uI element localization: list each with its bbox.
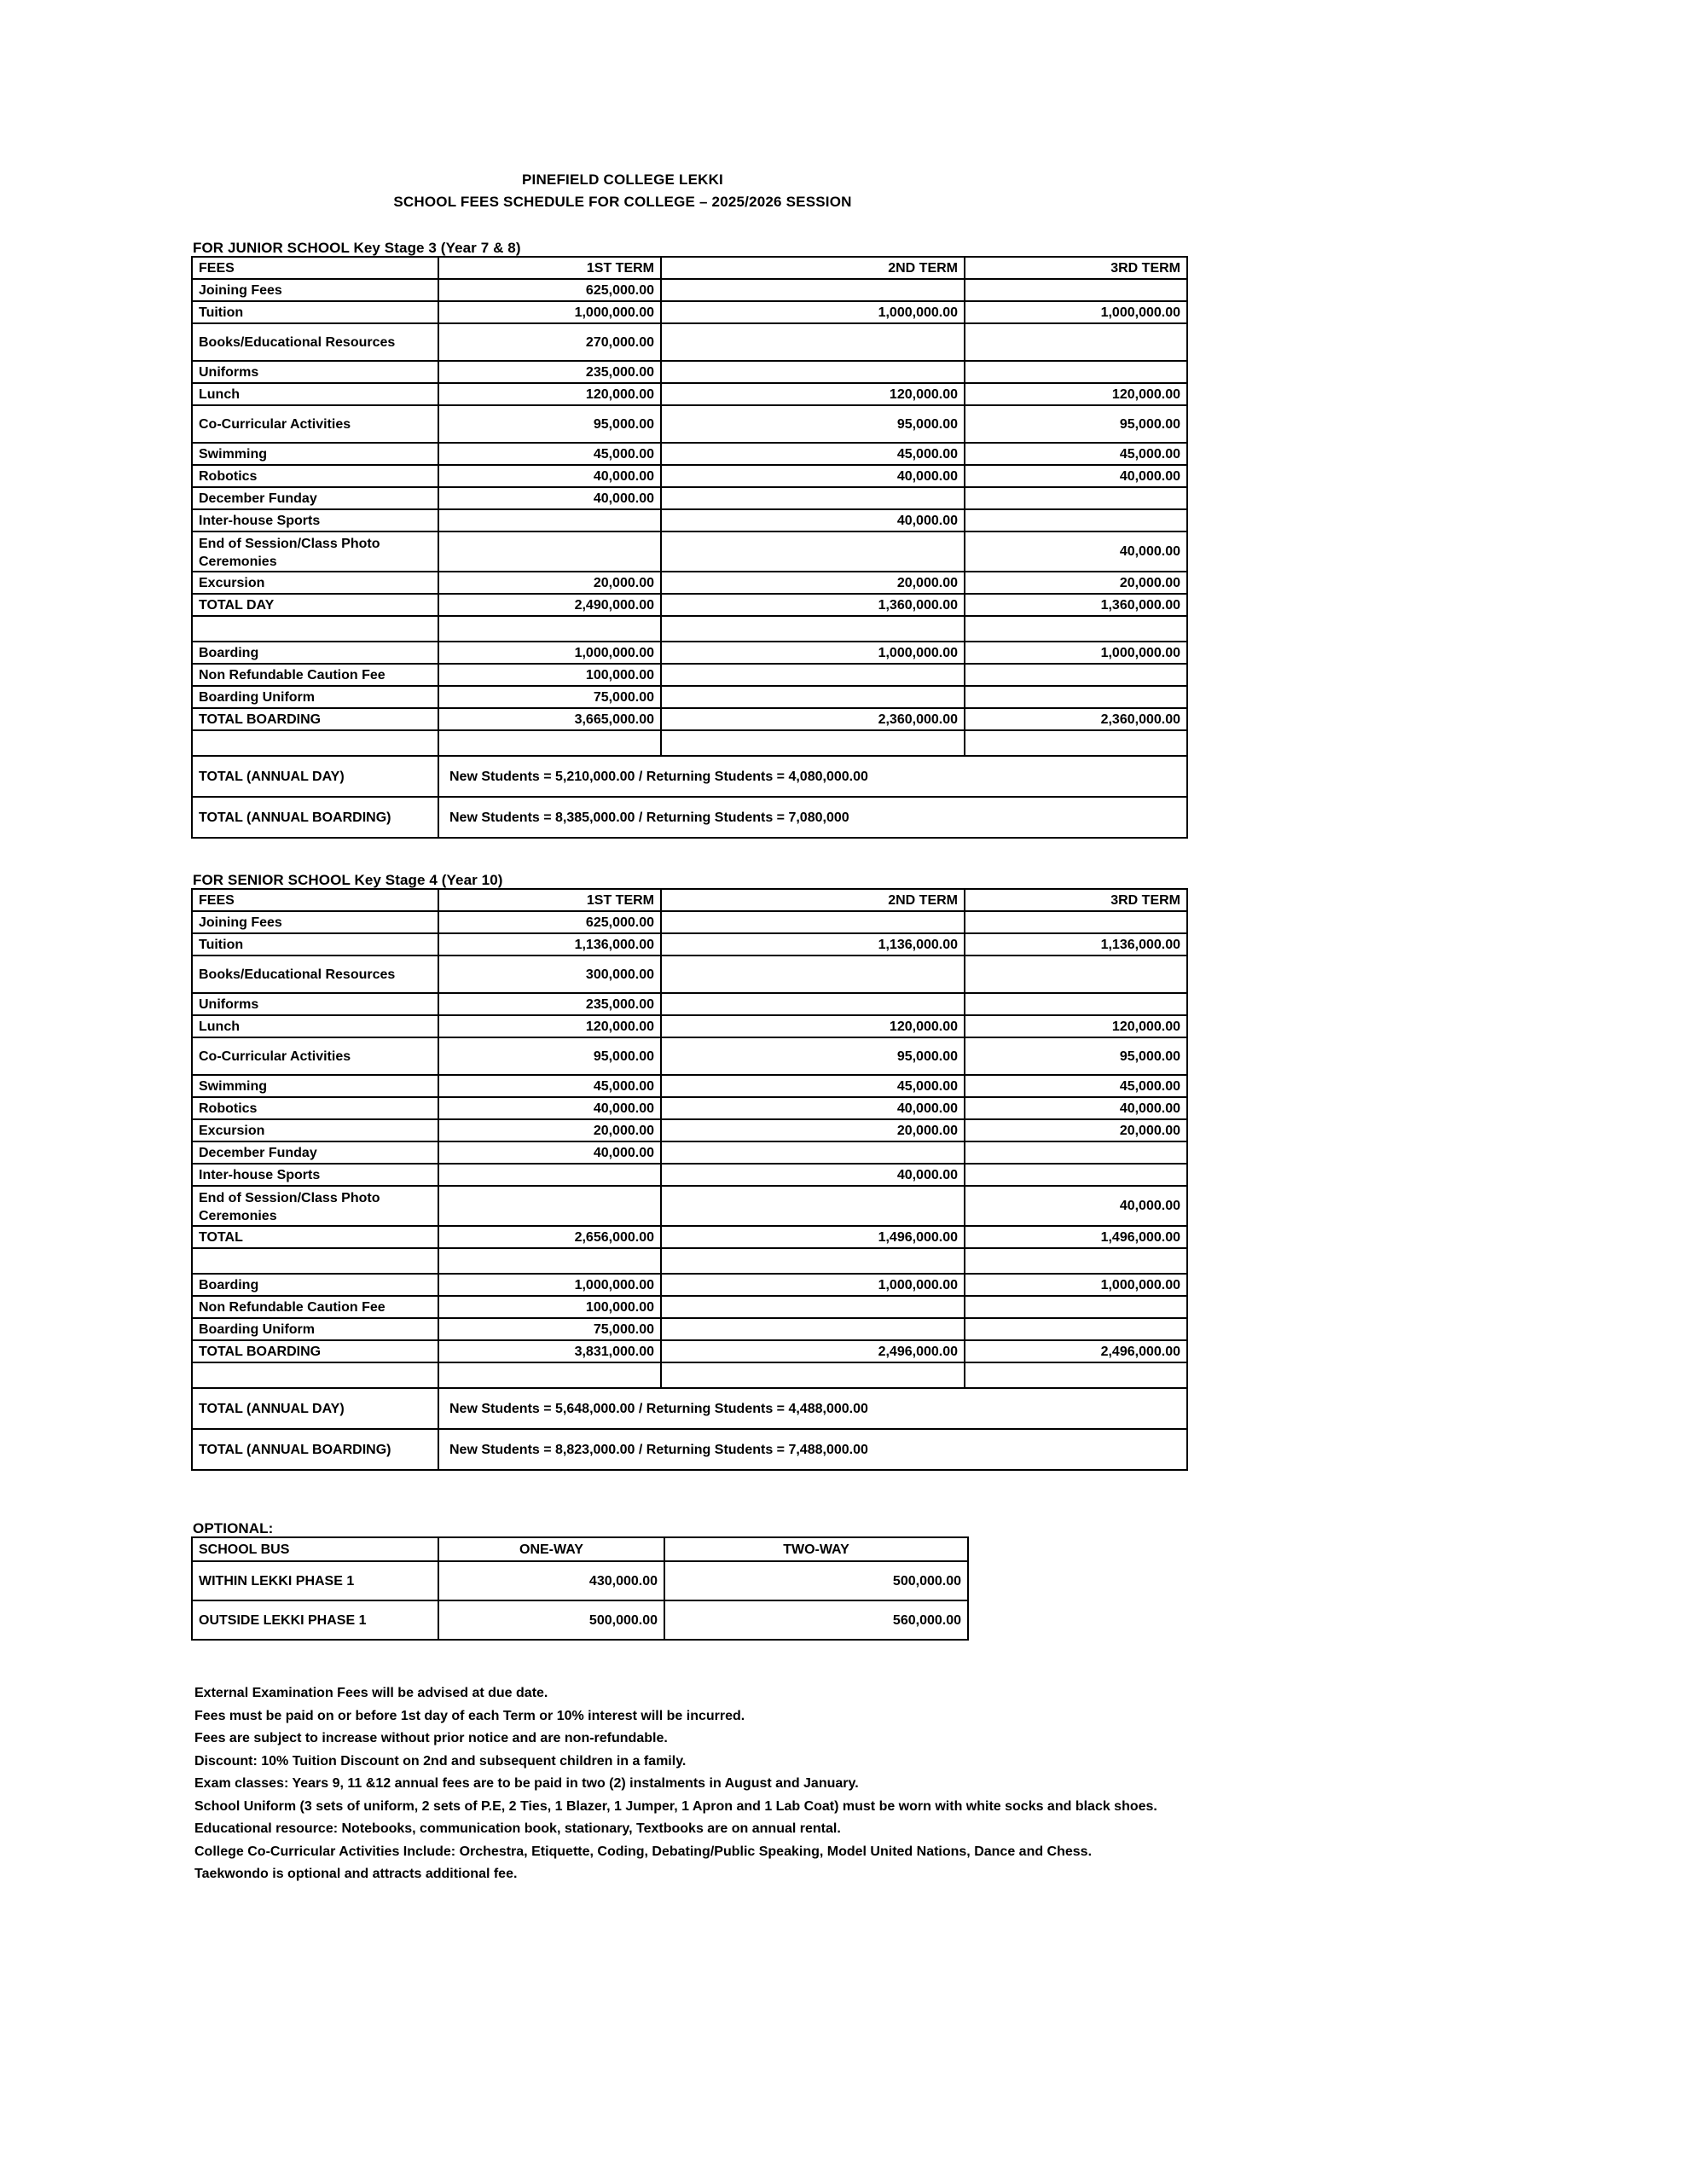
fee-amount-t3 <box>965 487 1187 509</box>
bus-fare-two-way: 560,000.00 <box>664 1600 968 1640</box>
bus-route-row <box>192 1561 968 1600</box>
bus-route-label: OUTSIDE LEKKI PHASE 1 <box>192 1600 438 1640</box>
table-row <box>192 531 1187 572</box>
table-row <box>192 1248 1187 1274</box>
fee-amount-t1: 235,000.00 <box>438 361 661 383</box>
fee-item-label: Co-Curricular Activities <box>192 1037 438 1075</box>
fee-amount-t3 <box>965 1164 1187 1186</box>
fee-amount-t3 <box>965 686 1187 708</box>
fee-amount-t2 <box>661 361 965 383</box>
fee-amount-t3: 95,000.00 <box>965 1037 1187 1075</box>
fee-amount-t2 <box>661 911 965 933</box>
fee-amount-t3: 40,000.00 <box>965 531 1187 572</box>
fee-amount-t1: 625,000.00 <box>438 911 661 933</box>
column-header: 1ST TERM <box>438 889 661 911</box>
fee-amount-t1 <box>438 1186 661 1226</box>
fee-amount-t2: 1,000,000.00 <box>661 642 965 664</box>
fee-amount-t3: 20,000.00 <box>965 1119 1187 1141</box>
footnote-line: College Co-Curricular Activities Include: Orchestra, Etiquette, Coding, Debating/Public Speaking, Model United Nations, Dance and Chess. <box>194 1844 1093 1859</box>
fee-amount-t1: 40,000.00 <box>438 465 661 487</box>
fee-amount-t1: 270,000.00 <box>438 323 661 361</box>
fee-item-label: Non Refundable Caution Fee <box>192 1296 438 1318</box>
table-row <box>192 572 1187 594</box>
fee-amount-t3 <box>965 616 1187 642</box>
fee-item-label: Swimming <box>192 443 438 465</box>
table-row <box>192 594 1187 616</box>
annual-day-label: TOTAL (ANNUAL DAY) <box>192 756 438 797</box>
bus-route-row <box>192 1600 968 1640</box>
fee-amount-t1: 3,665,000.00 <box>438 708 661 730</box>
fee-amount-t2: 120,000.00 <box>661 383 965 405</box>
fee-amount-t2: 45,000.00 <box>661 443 965 465</box>
table-row <box>192 405 1187 443</box>
bus-fare-one-way: 430,000.00 <box>438 1561 664 1600</box>
table-header-row <box>192 889 1187 911</box>
fee-amount-t1: 100,000.00 <box>438 1296 661 1318</box>
fee-item-label: Swimming <box>192 1075 438 1097</box>
fee-item-label: End of Session/Class Photo Ceremonies <box>192 531 438 572</box>
column-header: 3RD TERM <box>965 889 1187 911</box>
fee-amount-t3: 1,136,000.00 <box>965 933 1187 956</box>
document-heading <box>324 169 921 213</box>
table-row <box>192 1075 1187 1097</box>
column-header: 2ND TERM <box>661 889 965 911</box>
table-row <box>192 361 1187 383</box>
fee-amount-t3 <box>965 509 1187 531</box>
fee-amount-t3 <box>965 993 1187 1015</box>
fee-item-label: TOTAL BOARDING <box>192 708 438 730</box>
fee-amount-t1: 300,000.00 <box>438 956 661 993</box>
fee-amount-t3 <box>965 1318 1187 1340</box>
fee-amount-t1 <box>438 509 661 531</box>
fee-amount-t2 <box>661 323 965 361</box>
annual-boarding-value: New Students = 8,823,000.00 / Returning Students = 7,488,000.00 <box>438 1429 1187 1470</box>
fee-amount-t1: 75,000.00 <box>438 686 661 708</box>
fee-amount-t1: 40,000.00 <box>438 1141 661 1164</box>
fee-amount-t1: 95,000.00 <box>438 405 661 443</box>
footnote-line: Fees must be paid on or before 1st day of each Term or 10% interest will be incurred. <box>194 1708 745 1723</box>
table-row <box>192 1037 1187 1075</box>
fee-amount-t3 <box>965 956 1187 993</box>
fee-item-label <box>192 616 438 642</box>
fee-amount-t3: 120,000.00 <box>965 1015 1187 1037</box>
fee-amount-t3 <box>965 730 1187 756</box>
footnote-line: Fees are subject to increase without prior notice and are non-refundable. <box>194 1731 668 1745</box>
fee-amount-t3 <box>965 1141 1187 1164</box>
table-row <box>192 301 1187 323</box>
fee-amount-t2 <box>661 686 965 708</box>
table-row <box>192 1097 1187 1119</box>
fee-amount-t3: 45,000.00 <box>965 1075 1187 1097</box>
junior-table-body <box>192 257 1187 838</box>
table-row <box>192 1186 1187 1226</box>
table-row <box>192 1340 1187 1362</box>
table-row <box>192 686 1187 708</box>
fee-amount-t3 <box>965 911 1187 933</box>
fee-item-label: TOTAL DAY <box>192 594 438 616</box>
table-row <box>192 383 1187 405</box>
fee-amount-t3 <box>965 1248 1187 1274</box>
fee-amount-t1: 40,000.00 <box>438 487 661 509</box>
table-row <box>192 993 1187 1015</box>
fee-amount-t1 <box>438 1362 661 1388</box>
fee-item-label: Boarding <box>192 1274 438 1296</box>
fee-amount-t1: 1,000,000.00 <box>438 1274 661 1296</box>
bus-fare-two-way: 500,000.00 <box>664 1561 968 1600</box>
fee-amount-t1: 1,000,000.00 <box>438 301 661 323</box>
fee-amount-t3: 2,496,000.00 <box>965 1340 1187 1362</box>
fee-item-label: Tuition <box>192 301 438 323</box>
document-subtitle: SCHOOL FEES SCHEDULE FOR COLLEGE – 2025/2026 SESSION <box>393 194 852 210</box>
fee-item-label: Boarding Uniform <box>192 1318 438 1340</box>
fee-amount-t3: 1,360,000.00 <box>965 594 1187 616</box>
table-row <box>192 1226 1187 1248</box>
fee-amount-t3: 95,000.00 <box>965 405 1187 443</box>
fee-amount-t2 <box>661 1296 965 1318</box>
fee-amount-t2: 2,360,000.00 <box>661 708 965 730</box>
table-row <box>192 956 1187 993</box>
fee-amount-t2 <box>661 730 965 756</box>
fee-amount-t3: 40,000.00 <box>965 1097 1187 1119</box>
fee-item-label: TOTAL BOARDING <box>192 1340 438 1362</box>
bus-fare-one-way: 500,000.00 <box>438 1600 664 1640</box>
fee-amount-t1: 75,000.00 <box>438 1318 661 1340</box>
fee-item-label: Excursion <box>192 1119 438 1141</box>
fee-amount-t2: 120,000.00 <box>661 1015 965 1037</box>
fee-amount-t2: 1,496,000.00 <box>661 1226 965 1248</box>
fee-amount-t2 <box>661 1362 965 1388</box>
footnote-line: Educational resource: Notebooks, communication book, stationary, Textbooks are on annual rental. <box>194 1821 841 1836</box>
fee-amount-t2: 1,000,000.00 <box>661 1274 965 1296</box>
fee-item-label: Books/Educational Resources <box>192 323 438 361</box>
fee-amount-t1: 120,000.00 <box>438 383 661 405</box>
fee-amount-t2 <box>661 956 965 993</box>
fee-amount-t2 <box>661 616 965 642</box>
fee-amount-t2 <box>661 664 965 686</box>
annual-boarding-row <box>192 797 1187 838</box>
fee-amount-t1: 2,656,000.00 <box>438 1226 661 1248</box>
fee-amount-t2 <box>661 531 965 572</box>
senior-table-body <box>192 889 1187 1470</box>
fee-amount-t2: 1,136,000.00 <box>661 933 965 956</box>
bus-table-body <box>192 1537 968 1640</box>
fee-amount-t1: 1,136,000.00 <box>438 933 661 956</box>
fee-amount-t3: 2,360,000.00 <box>965 708 1187 730</box>
table-row <box>192 642 1187 664</box>
fee-item-label: December Funday <box>192 487 438 509</box>
fee-amount-t1 <box>438 531 661 572</box>
fee-amount-t1: 120,000.00 <box>438 1015 661 1037</box>
table-row <box>192 443 1187 465</box>
fee-amount-t2: 40,000.00 <box>661 509 965 531</box>
fee-amount-t2 <box>661 279 965 301</box>
table-row <box>192 1296 1187 1318</box>
fee-item-label: Inter-house Sports <box>192 1164 438 1186</box>
fee-amount-t3: 45,000.00 <box>965 443 1187 465</box>
optional-section-caption: OPTIONAL: <box>193 1520 274 1536</box>
fee-amount-t2 <box>661 487 965 509</box>
fee-amount-t2: 20,000.00 <box>661 1119 965 1141</box>
fee-item-label: Tuition <box>192 933 438 956</box>
fee-item-label: Books/Educational Resources <box>192 956 438 993</box>
fee-amount-t2 <box>661 1248 965 1274</box>
table-row <box>192 323 1187 361</box>
fee-amount-t2: 45,000.00 <box>661 1075 965 1097</box>
fee-amount-t1: 1,000,000.00 <box>438 642 661 664</box>
fee-amount-t2: 1,360,000.00 <box>661 594 965 616</box>
fee-item-label: End of Session/Class Photo Ceremonies <box>192 1186 438 1226</box>
fee-item-label: Robotics <box>192 1097 438 1119</box>
table-row <box>192 1119 1187 1141</box>
fee-amount-t3 <box>965 664 1187 686</box>
fee-item-label: Joining Fees <box>192 911 438 933</box>
table-row <box>192 911 1187 933</box>
bus-column-header: ONE-WAY <box>438 1537 664 1561</box>
bus-route-label: WITHIN LEKKI PHASE 1 <box>192 1561 438 1600</box>
fee-amount-t3 <box>965 279 1187 301</box>
fee-amount-t1 <box>438 616 661 642</box>
fee-amount-t2: 1,000,000.00 <box>661 301 965 323</box>
fee-amount-t1: 20,000.00 <box>438 1119 661 1141</box>
junior-section-caption: FOR JUNIOR SCHOOL Key Stage 3 (Year 7 & 8) <box>193 240 521 256</box>
fee-amount-t1 <box>438 1248 661 1274</box>
fee-amount-t2 <box>661 1318 965 1340</box>
fee-item-label <box>192 730 438 756</box>
fee-amount-t1: 2,490,000.00 <box>438 594 661 616</box>
table-row <box>192 730 1187 756</box>
fee-amount-t1: 625,000.00 <box>438 279 661 301</box>
footnote-line: Exam classes: Years 9, 11 &12 annual fees are to be paid in two (2) instalments in August and January. <box>194 1776 859 1791</box>
fee-amount-t2 <box>661 1186 965 1226</box>
table-row <box>192 1015 1187 1037</box>
footnote-line: Taekwondo is optional and attracts additional fee. <box>194 1867 518 1881</box>
table-row <box>192 1141 1187 1164</box>
fee-item-label: Uniforms <box>192 361 438 383</box>
bus-column-header: TWO-WAY <box>664 1537 968 1561</box>
footnote-line: School Uniform (3 sets of uniform, 2 sets of P.E, 2 Ties, 1 Blazer, 1 Jumper, 1 Apron and 1 Lab Coat) must be worn with white socks and black shoes. <box>194 1798 1157 1814</box>
fee-amount-t3: 120,000.00 <box>965 383 1187 405</box>
fee-amount-t1 <box>438 1164 661 1186</box>
annual-day-row <box>192 756 1187 797</box>
fee-amount-t1: 3,831,000.00 <box>438 1340 661 1362</box>
footnote-line: Discount: 10% Tuition Discount on 2nd and subsequent children in a family. <box>194 1753 687 1769</box>
fee-amount-t1: 100,000.00 <box>438 664 661 686</box>
table-header-row <box>192 257 1187 279</box>
fee-amount-t3: 40,000.00 <box>965 1186 1187 1226</box>
fee-item-label: Boarding Uniform <box>192 686 438 708</box>
fee-item-label: December Funday <box>192 1141 438 1164</box>
fee-amount-t1 <box>438 730 661 756</box>
table-row <box>192 279 1187 301</box>
fee-item-label: Co-Curricular Activities <box>192 405 438 443</box>
fee-amount-t3 <box>965 323 1187 361</box>
fee-item-label: Non Refundable Caution Fee <box>192 664 438 686</box>
fee-item-label: Lunch <box>192 383 438 405</box>
school-bus-table <box>191 1536 969 1641</box>
annual-day-label: TOTAL (ANNUAL DAY) <box>192 1388 438 1429</box>
annual-boarding-label: TOTAL (ANNUAL BOARDING) <box>192 797 438 838</box>
fee-amount-t1: 45,000.00 <box>438 443 661 465</box>
annual-boarding-label: TOTAL (ANNUAL BOARDING) <box>192 1429 438 1470</box>
table-row <box>192 1274 1187 1296</box>
fee-item-label: Lunch <box>192 1015 438 1037</box>
fee-amount-t1: 20,000.00 <box>438 572 661 594</box>
fee-item-label: TOTAL <box>192 1226 438 1248</box>
annual-day-value: New Students = 5,648,000.00 / Returning Students = 4,488,000.00 <box>438 1388 1187 1429</box>
fee-amount-t3: 40,000.00 <box>965 465 1187 487</box>
footnote-line: External Examination Fees will be advised at due date. <box>194 1686 548 1700</box>
footnotes-list <box>194 1682 1157 1886</box>
fee-item-label: Boarding <box>192 642 438 664</box>
school-name: PINEFIELD COLLEGE LEKKI <box>521 171 723 188</box>
fee-amount-t3: 1,000,000.00 <box>965 301 1187 323</box>
fee-amount-t2 <box>661 993 965 1015</box>
table-row <box>192 1164 1187 1186</box>
fee-amount-t2: 40,000.00 <box>661 1097 965 1119</box>
fee-amount-t3 <box>965 361 1187 383</box>
column-header: FEES <box>192 889 438 911</box>
annual-day-value: New Students = 5,210,000.00 / Returning Students = 4,080,000.00 <box>438 756 1187 797</box>
table-row <box>192 465 1187 487</box>
fee-item-label <box>192 1248 438 1274</box>
column-header: 1ST TERM <box>438 257 661 279</box>
table-row <box>192 509 1187 531</box>
fee-item-label: Excursion <box>192 572 438 594</box>
table-row <box>192 708 1187 730</box>
fee-amount-t3: 1,000,000.00 <box>965 1274 1187 1296</box>
fee-amount-t2: 95,000.00 <box>661 405 965 443</box>
fee-amount-t1: 95,000.00 <box>438 1037 661 1075</box>
fee-amount-t3: 1,496,000.00 <box>965 1226 1187 1248</box>
column-header: FEES <box>192 257 438 279</box>
table-row <box>192 664 1187 686</box>
column-header: 3RD TERM <box>965 257 1187 279</box>
fee-item-label: Robotics <box>192 465 438 487</box>
fee-item-label <box>192 1362 438 1388</box>
fee-amount-t2 <box>661 1141 965 1164</box>
fee-amount-t2: 20,000.00 <box>661 572 965 594</box>
bus-header-row <box>192 1537 968 1561</box>
bus-column-header: SCHOOL BUS <box>192 1537 438 1561</box>
fee-item-label: Joining Fees <box>192 279 438 301</box>
fee-amount-t1: 235,000.00 <box>438 993 661 1015</box>
table-row <box>192 616 1187 642</box>
junior-fees-table <box>191 256 1188 839</box>
fee-amount-t2: 95,000.00 <box>661 1037 965 1075</box>
senior-fees-table <box>191 888 1188 1471</box>
fee-amount-t2: 40,000.00 <box>661 1164 965 1186</box>
annual-boarding-value: New Students = 8,385,000.00 / Returning Students = 7,080,000 <box>438 797 1187 838</box>
fee-amount-t3: 1,000,000.00 <box>965 642 1187 664</box>
annual-day-row <box>192 1388 1187 1429</box>
senior-section-caption: FOR SENIOR SCHOOL Key Stage 4 (Year 10) <box>193 872 503 888</box>
fee-item-label: Inter-house Sports <box>192 509 438 531</box>
column-header: 2ND TERM <box>661 257 965 279</box>
fee-amount-t3: 20,000.00 <box>965 572 1187 594</box>
fee-amount-t3 <box>965 1296 1187 1318</box>
table-row <box>192 933 1187 956</box>
fee-amount-t2: 2,496,000.00 <box>661 1340 965 1362</box>
table-row <box>192 1318 1187 1340</box>
fee-amount-t1: 40,000.00 <box>438 1097 661 1119</box>
table-row <box>192 1362 1187 1388</box>
table-row <box>192 487 1187 509</box>
fee-amount-t3 <box>965 1362 1187 1388</box>
fee-amount-t2: 40,000.00 <box>661 465 965 487</box>
fee-amount-t1: 45,000.00 <box>438 1075 661 1097</box>
annual-boarding-row <box>192 1429 1187 1470</box>
fee-item-label: Uniforms <box>192 993 438 1015</box>
